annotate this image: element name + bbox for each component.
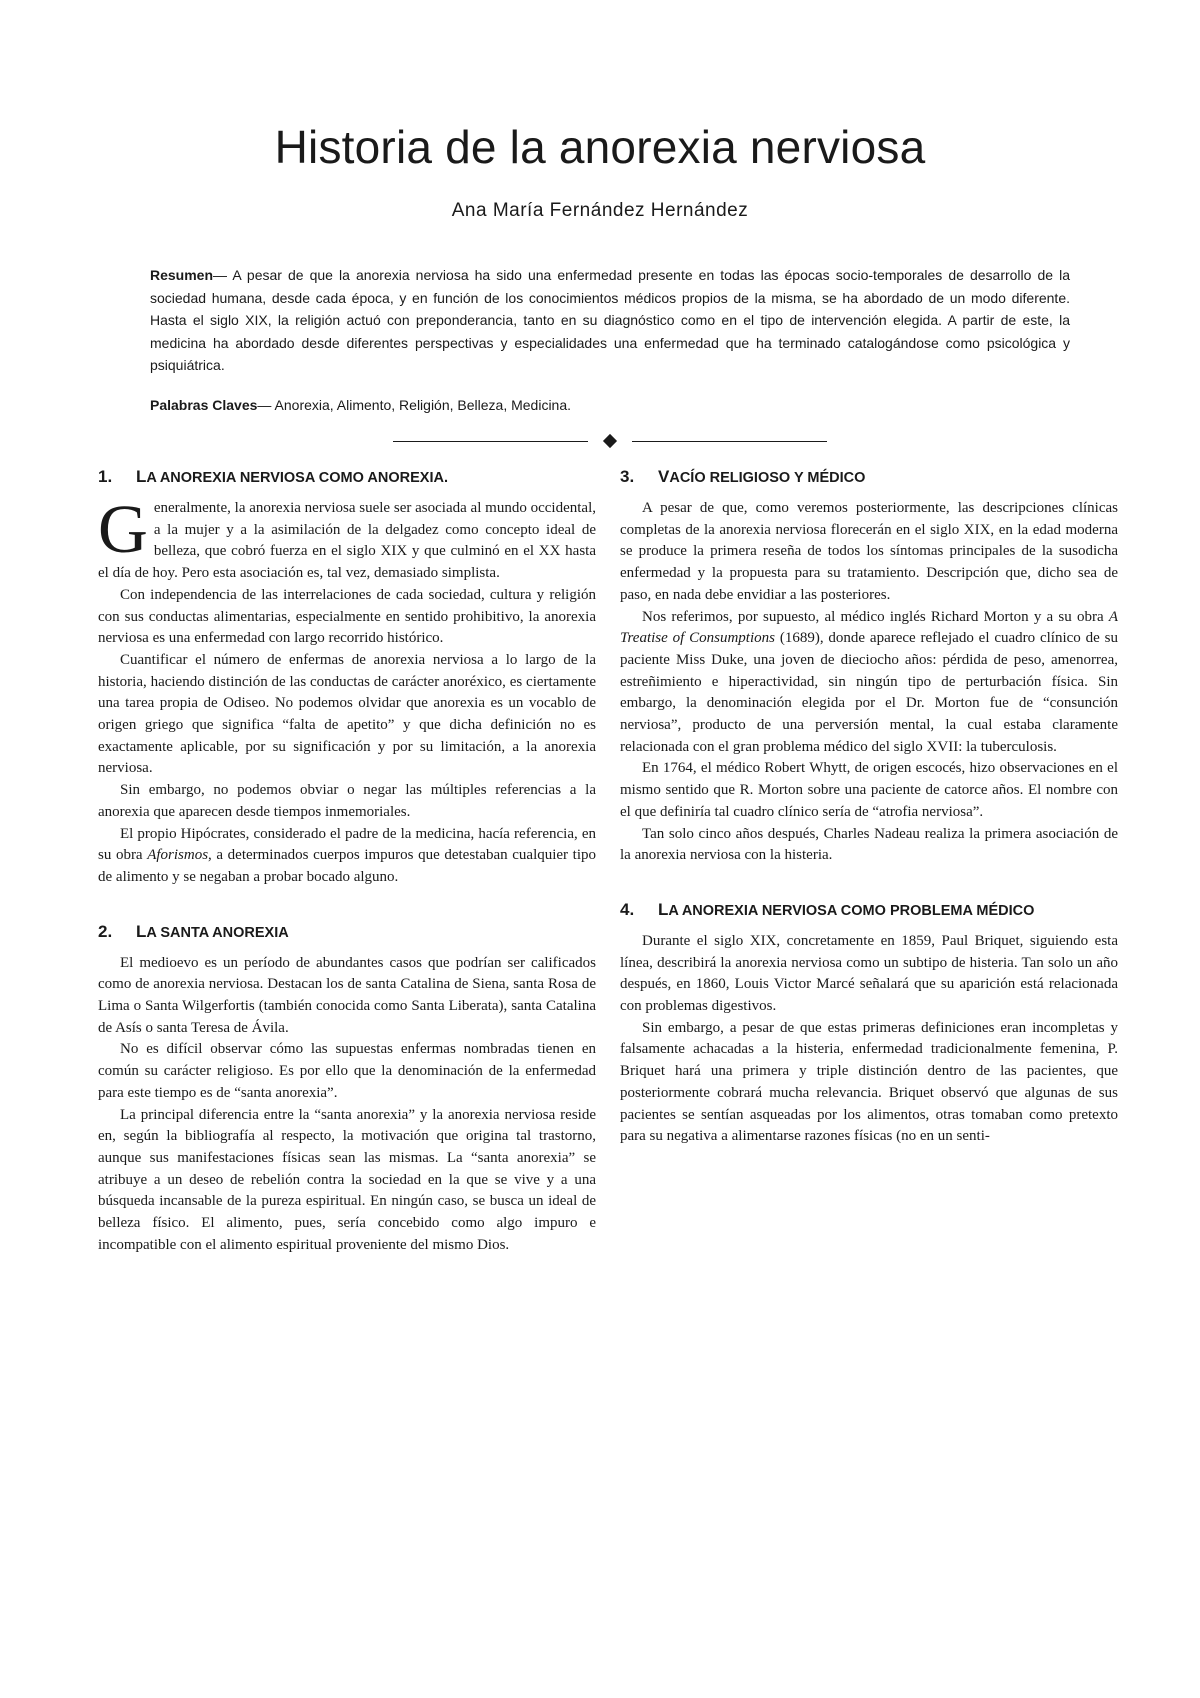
paragraph (98, 491, 596, 585)
heading-initial: L (136, 921, 147, 941)
paragraph-text: eneralmente, la anorexia nerviosa suele ser asociada al mundo occidental, a la mujer y a la asimilación de la delgadez como concepto ideal de belleza, que cobró fuerza en el siglo XIX y que culminó en el XX hasta el día de hoy. Pero esta asociación es, tal vez, demasiado simplista. (98, 500, 596, 582)
heading-text: ACÍO RELIGIOSO Y MÉDICO (669, 470, 866, 486)
section-number: 2. (98, 921, 113, 941)
paragraph-text: (1689), donde aparece reflejado el cuadro clínico de su paciente Miss Duke, una joven de dieciocho años: pérdida de peso, amenorrea, estreñimiento e hiperactividad, sin ningún tipo de perturbación física. Sin embargo, la denominación elegida por el Dr. Morton fue de “consunción nerviosa”, producto de una perversión mental, la cual estaba claramente relacionada con el gran problema médico del siglo XVII: la tuberculosis. (620, 630, 1118, 755)
paper-title: Historia de la anorexia nerviosa (274, 121, 926, 173)
paragraph: Sin embargo, a pesar de que estas primeras definiciones eran incompletas y falsamente achacadas a la histeria, enfermedad tradicionalmente femenina, P. Briquet hará una primera y triple distinción dentro de las pacientes, que posteriormente cobrará mucha relevancia. Briquet observó que algunas de sus pacientes se sentían asqueadas por los alimentos, otras tomaban como pretexto para su negativa a alimentarse razones físicas (no en un senti- (620, 1019, 1118, 1145)
paragraph-text: Nos referimos, por supuesto, al médico inglés Richard Morton y a su obra (642, 608, 1109, 625)
drop-cap: G (98, 491, 148, 567)
heading-initial: V (658, 467, 670, 486)
paragraph: La principal diferencia entre la “santa anorexia” y la anorexia nerviosa reside en, según la bibliografía al respecto, la motivación que origina tal trastorno, aunque sus manifestaciones físicas sean las mismas. La “santa anorexia” se atribuye a un deseo de rebelión contra la sociedad en la que se vive y a una búsqueda incansable de la pureza espiritual. En ningún caso, se busca un ideal de belleza físico. El alimento, pues, sería concebido como algo impuro e incompatible con el alimento espiritual proveniente del mismo Dios. (98, 1106, 596, 1253)
abstract-separator: — (213, 267, 228, 283)
paragraph-text: , a determinados cuerpos impuros que detestaban cualquier tipo de alimento y se negaban a probar bocado alguno. (98, 847, 596, 885)
divider-rule-left (393, 441, 588, 442)
author-name: Ana María Fernández Hernández (451, 200, 749, 221)
heading-text: A SANTA ANOREXIA (146, 924, 289, 941)
paragraph: Durante el siglo XIX, concretamente en 1859, Paul Briquet, siguiendo esta línea, describirá la anorexia nerviosa como un subtipo de histeria. Tan solo un año después, en 1860, Louis Victor Marcé señalará que su aparición está relacionada con problemas digestivos. (620, 932, 1118, 1015)
section-3-heading (620, 466, 1118, 489)
paragraph: No es difícil observar cómo las supuestas enfermas nombradas tienen en común su carácter religioso. Es por ello que la denominación de la enfermedad para este tiempo es de “santa anorexia”. (98, 1041, 596, 1101)
section-number: 4. (620, 899, 635, 919)
paragraph (620, 607, 1118, 759)
heading-initial: L (658, 899, 669, 919)
paragraph: Tan solo cinco años después, Charles Nadeau realiza la primera asociación de la anorexia nerviosa con la histeria. (620, 825, 1118, 864)
paragraph: Con independencia de las interrelaciones de cada sociedad, cultura y religión con sus conductas alimentarias, especialmente en sentido prohibitivo, la anorexia nerviosa es una enfermedad con largo recorrido histórico. (98, 586, 596, 647)
work-title: A Treatise of Consumptions (620, 608, 1118, 647)
section-divider (390, 431, 830, 451)
keywords-separator: — (257, 397, 272, 413)
abstract-text: A pesar de que la anorexia nerviosa ha sido una enfermedad presente en todas las épocas socio-temporales de desarrollo de la sociedad humana, desde cada época, y en función de los conocimientos médicos propios de la misma, se ha abordado de un modo diferente. Hasta el siglo XIX, la religión actuó con preponderancia, tanto en su diagnóstico como en el tipo de intervención elegida. A partir de este, la medicina ha abordado desde diferentes perspectivas y especialidades una enfermedad que ha terminado catalogándose como psicológica y psiquiátrica. (150, 267, 1070, 373)
left-column (98, 466, 596, 1257)
paragraph: Sin embargo, no podemos obviar o negar las múltiples referencias a la anorexia que aparecen desde tiempos inmemoriales. (98, 782, 596, 820)
abstract (150, 264, 1070, 377)
section-2-heading (98, 921, 596, 944)
paragraph (98, 824, 596, 889)
keywords-text: Anorexia, Alimento, Religión, Belleza, Medicina. (274, 397, 572, 413)
heading-text: A ANOREXIA NERVIOSA COMO PROBLEMA MÉDICO (668, 902, 1035, 919)
paragraph-text: El propio Hipócrates, considerado el padre de la medicina, hacía referencia, en su obra (98, 825, 596, 864)
right-column (620, 466, 1118, 1148)
keywords-label: Palabras Claves (150, 397, 258, 413)
paragraph: En 1764, el médico Robert Whytt, de origen escocés, hizo observaciones en el mismo sentido que R. Morton sobre una paciente de catorce años. El nombre con el que definiría tal cuadro clínico sería de “atrofia nerviosa”. (620, 760, 1118, 820)
section-number: 3. (620, 467, 635, 486)
section-number: 1. (98, 467, 113, 486)
paragraph: A pesar de que, como veremos posteriormente, las descripciones clínicas completas de la anorexia nerviosa florecerán en el siglo XIX, en la edad moderna se produce la primera reseña de todos los síntomas principales de la susodicha enfermedad y la propuesta para su tratamiento. Descripción que, dicho sea de paso, en nada debe envidiar a las posteriores. (620, 500, 1118, 603)
abstract-label: Resumen (150, 267, 214, 283)
divider-rule-right (632, 441, 827, 442)
work-title: Aforismos (147, 847, 209, 864)
heading-initial: L (136, 467, 147, 486)
heading-text: A ANOREXIA NERVIOSA COMO ANOREXIA. (146, 470, 448, 486)
section-1-heading (98, 466, 596, 489)
paragraph: Cuantificar el número de enfermas de anorexia nerviosa a lo largo de la historia, haciendo distinción de las conductas de carácter anoréxico, es ciertamente una tarea propia de Odiseo. No podemos olvidar que anorexia es un vocablo de origen griego que significa “falta de apetito” y que dicha definición no es exactamente aplicable, por su significación y por su limitación, a la anorexia nerviosa. (98, 651, 596, 777)
paragraph: El medioevo es un período de abundantes casos que podrían ser calificados como de anorexia nerviosa. Destacan los de santa Catalina de Siena, santa Rosa de Lima o Santa Wilgerfortis (también conocida como Santa Liberata), santa Catalina de Asís o santa Teresa de Ávila. (98, 954, 596, 1036)
section-4-heading (620, 899, 1118, 922)
diamond-icon (603, 434, 617, 448)
keywords (150, 394, 1070, 416)
